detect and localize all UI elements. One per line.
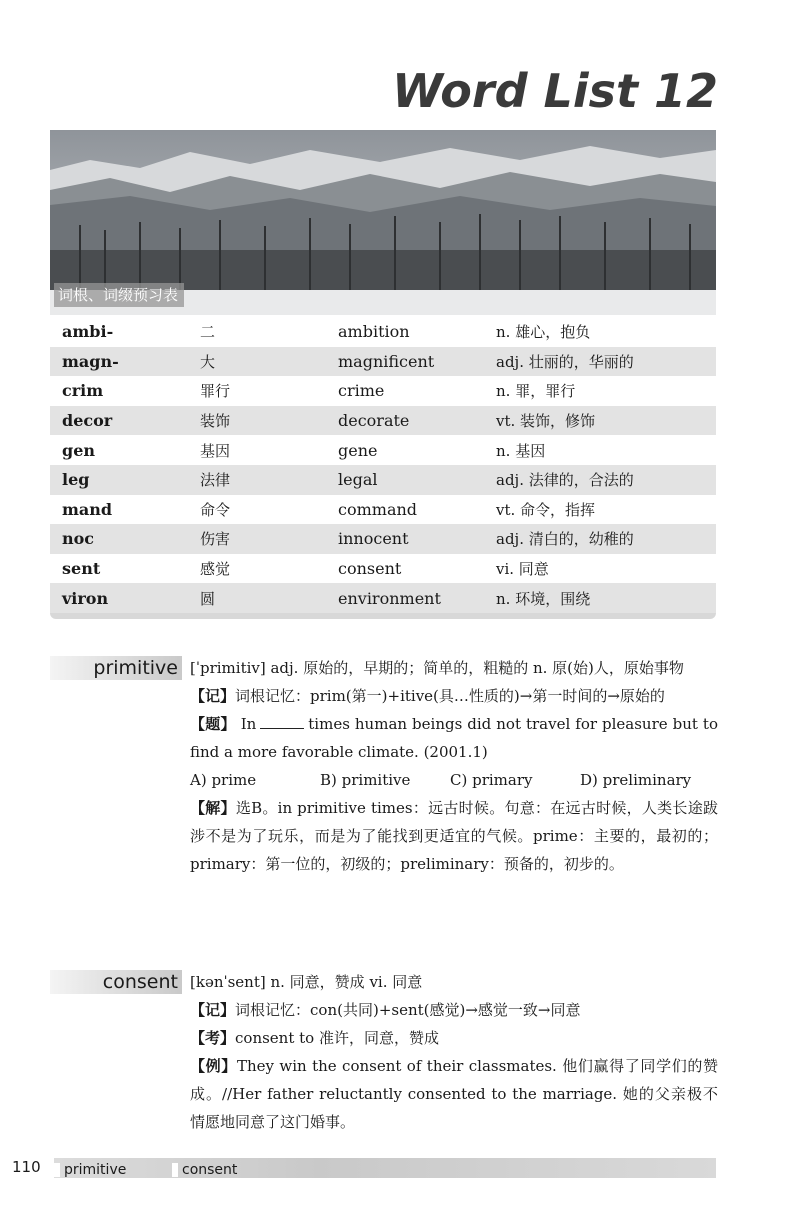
answer-options [190, 766, 718, 794]
answer-blank [260, 728, 304, 729]
footer-bar [54, 1158, 716, 1178]
definition-cell: adj. 法律的，合法的 [484, 465, 716, 495]
definition-cell: adj. 壮丽的，华丽的 [484, 347, 716, 377]
word-cell: environment [326, 583, 484, 613]
root-cell: ambi- [62, 322, 114, 342]
definition-cell: vt. 装饰，修饰 [484, 406, 716, 436]
example-note [190, 1052, 718, 1136]
roots-preview-label: 词根、词缀预习表 [54, 283, 184, 307]
entry-consent [190, 968, 718, 1136]
word-cell: command [338, 499, 418, 519]
example-tag: 【例】 [190, 1057, 237, 1075]
mountain-banner-image [50, 130, 716, 315]
page-title: Word List 12 [392, 64, 718, 118]
meaning-cell: 命令 [200, 500, 231, 519]
meaning-cell: 基因 [200, 441, 231, 460]
headword-primitive: primitive [50, 656, 182, 680]
root-cell: noc [50, 524, 188, 554]
root-cell: leg [50, 465, 188, 495]
definition-cell: n. 基因 [496, 441, 546, 460]
page-footer [12, 1156, 716, 1178]
root-cell: magn- [50, 347, 188, 377]
entry-primitive [190, 654, 718, 878]
footer-word-consent: consent [172, 1160, 237, 1180]
root-row [50, 347, 716, 377]
root-row [50, 376, 716, 406]
roots-table-body [50, 317, 716, 613]
definition-cell: n. 环境，围绕 [484, 583, 716, 613]
word-cell: legal [326, 465, 484, 495]
memory-tag: 【记】 [190, 687, 236, 705]
root-row [50, 554, 716, 584]
pronunciation-definition: [kənˈsent] n. 同意，赞成 vi. 同意 [190, 973, 423, 991]
definition-cell: n. 雄心，抱负 [496, 323, 591, 342]
exam-note [190, 1024, 718, 1052]
root-cell: crim [62, 381, 104, 401]
root-row [50, 317, 716, 347]
meaning-cell: 感觉 [200, 560, 231, 579]
question-tag: 【题】 [190, 715, 236, 733]
definition-cell: vt. 命令，指挥 [496, 500, 596, 519]
root-cell: sent [62, 559, 101, 579]
root-cell: decor [50, 406, 188, 436]
exam-text: consent to 准许，同意，赞成 [235, 1029, 439, 1047]
explanation-tag: 【解】 [190, 799, 236, 817]
root-row [50, 435, 716, 465]
definition-cell: n. 罪，罪行 [496, 382, 576, 401]
question-start: In [240, 715, 257, 733]
page-number: 110 [12, 1158, 41, 1176]
answer-explanation [190, 794, 718, 878]
root-row [50, 406, 716, 436]
word-cell: magnificent [326, 347, 484, 377]
meaning-cell: 二 [200, 323, 216, 342]
root-row [50, 524, 716, 554]
option-b: B) primitive [320, 771, 411, 789]
meaning-cell: 法律 [188, 465, 326, 495]
memory-text: 词根记忆：prim(第一)+itive(具…性质的)→第一时间的→原始的 [235, 687, 665, 705]
memory-note [190, 682, 718, 710]
roots-table [50, 317, 716, 619]
option-c: C) primary [450, 771, 533, 789]
option-d: D) preliminary [580, 771, 692, 789]
root-cell: mand [62, 499, 113, 519]
root-cell: gen [62, 440, 95, 460]
meaning-cell: 大 [188, 347, 326, 377]
question-end: times human beings did not travel for pleasure but to find a more favorable climate. (2001.1) [190, 715, 718, 761]
word-cell: crime [338, 381, 385, 401]
word-cell: ambition [338, 322, 410, 342]
root-cell: viron [50, 583, 188, 613]
root-row [50, 495, 716, 525]
meaning-cell: 装饰 [188, 406, 326, 436]
pronunciation-definition: [ˈprimitiv] adj. 原始的，早期的；简单的，粗糙的 n. 原(始)人，原始事物 [190, 659, 684, 677]
exam-question [190, 710, 718, 766]
word-cell: gene [338, 440, 378, 460]
word-cell: decorate [326, 406, 484, 436]
headword-consent: consent [50, 970, 182, 994]
memory-text: 词根记忆：con(共同)+sent(感觉)→感觉一致→同意 [235, 1001, 581, 1019]
exam-tag: 【考】 [190, 1029, 236, 1047]
definition-cell: adj. 清白的，幼稚的 [484, 524, 716, 554]
root-row [50, 465, 716, 495]
example-text: They win the consent of their classmates. 他们赢得了同学们的赞成。//Her father reluctantly consented to the marriage. 她的父亲极不情愿地同意了这门婚事。 [190, 1057, 718, 1131]
meaning-cell: 圆 [188, 583, 326, 613]
explanation-text: 选B。in primitive times：远古时候。句意：在远古时候，人类长途跋涉不是为了玩乐，而是为了能找到更适宜的气候。prime：主要的，最初的；primary：第一位的，初级的；preliminary：预备的，初步的。 [190, 799, 718, 873]
definition-cell: vi. 同意 [496, 560, 549, 579]
word-cell: consent [338, 559, 402, 579]
option-a: A) prime [190, 771, 257, 789]
memory-note [190, 996, 718, 1024]
meaning-cell: 罪行 [200, 382, 231, 401]
meaning-cell: 伤害 [188, 524, 326, 554]
memory-tag: 【记】 [190, 1001, 236, 1019]
root-row [50, 583, 716, 613]
footer-word-primitive: primitive [54, 1160, 126, 1180]
word-cell: innocent [326, 524, 484, 554]
